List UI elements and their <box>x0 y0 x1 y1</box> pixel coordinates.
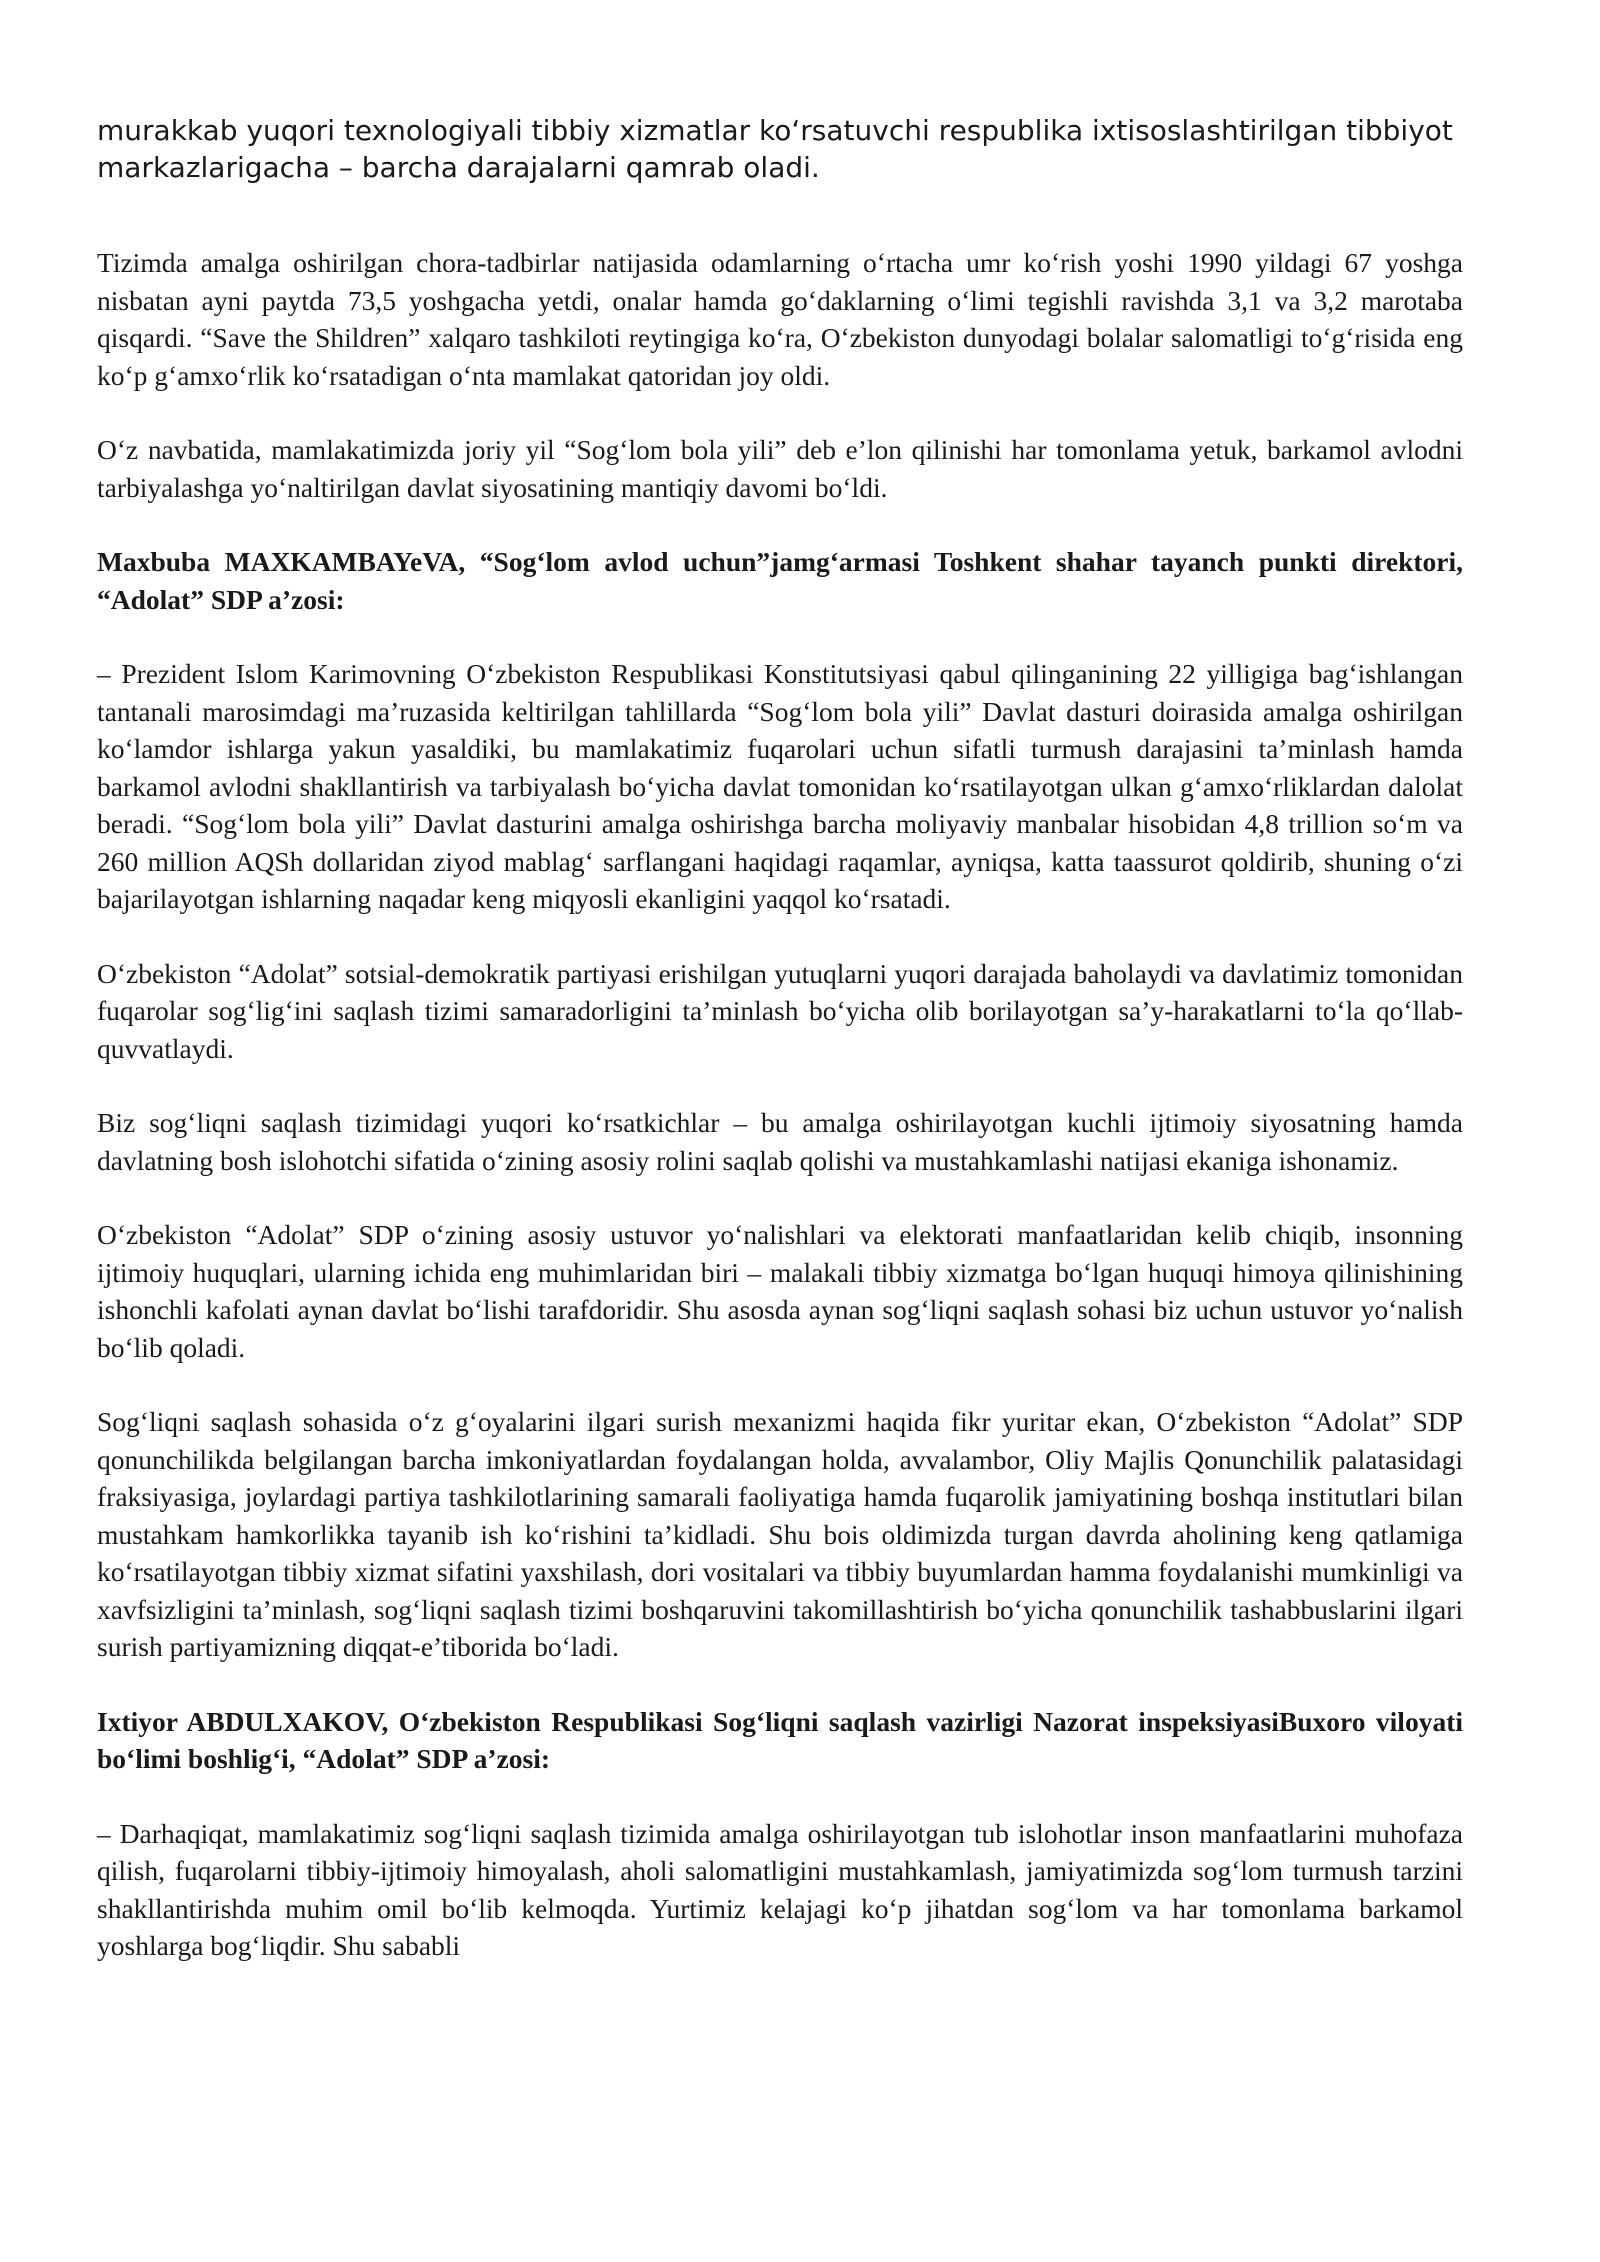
paragraph-life-expectancy: Tizimda amalga oshirilgan chora-tadbirlar natijasida odamlarning oʻrtacha umr koʻrish yoshi 1990 yildagi 67 yoshga nisbatan ayni paytda 73,5 yoshgacha yetdi, onalar hamda goʻdaklarning oʻlimi tegishli ravishda 3,1 va 3,2 marotaba qisqardi. “Save the Shildren” xalqaro tashkiloti reytingiga koʻra, Oʻzbekiston dunyodagi bolalar salomatligi toʻgʻrisida eng koʻp gʻamxoʻrlik koʻrsatadigan oʻnta mamlakat qatoridan joy oldi. <box>97 247 1463 391</box>
paragraph-president-speech: – Prezident Islom Karimovning Oʻzbekiston Respublikasi Konstitutsiyasi qabul qilinganining 22 yilligiga bagʻishlangan tantanali marosimdagi ma’ruzasida keltirilgan tahlillarda “Sogʻlom bola yili” Davlat dasturi doirasida amalga oshirilgan koʻlamdor ishlarga yakun yasaldiki, bu mamlakatimiz fuqarolari uchun sifatli turmush darajasini ta’minlash hamda barkamol avlodni shakllantirish va tarbiyalash boʻyicha davlat tomonidan koʻrsatilayotgan ulkan gʻamxoʻrliklardan dalolat beradi. “Sogʻlom bola yili” Davlat dasturini amalga oshirishga barcha moliyaviy manbalar hisobidan 4,8 trillion soʻm va 260 million AQSh dollaridan ziyod mablagʻ sarflangani haqidagi raqamlar, ayniqsa, katta taassurot qoldirib, shuning oʻzi bajarilayotgan ishlarning naqadar keng miqyosli ekanligini yaqqol koʻrsatadi. <box>97 658 1463 915</box>
paragraph-healthy-child-year: Oʻz navbatida, mamlakatimizda joriy yil “Sogʻlom bola yili” deb e’lon qilinishi har tomonlama yetuk, barkamol avlodni tarbiyalashga yoʻnaltirilgan davlat siyosatining mantiqiy davomi boʻldi. <box>97 434 1463 503</box>
paragraph-adolat-support: Oʻzbekiston “Adolat” sotsial-demokratik partiyasi erishilgan yutuqlarni yuqori darajada baholaydi va davlatimiz tomonidan fuqarolar sogʻligʻini saqlash tizimi samaradorligini ta’minlash boʻyicha olib borilayotgan sa’y-harakatlarni toʻla qoʻllab-quvvatlaydi. <box>97 957 1463 1064</box>
paragraph-health-indicators: Biz sogʻliqni saqlash tizimidagi yuqori koʻrsatkichlar – bu amalga oshirilayotgan kuchli ijtimoiy siyosatning hamda davlatning bosh islohotchi sifatida oʻzining asosiy rolini saqlab qolishi va mustahkamlashi natijasi ekaniga ishonamiz. <box>97 1107 1463 1176</box>
speaker-heading-maxkambayeva: Maxbuba MAXKAMBAYeVA, “Sogʻlom avlod uchun”jamgʻarmasi Toshkent shahar tayanch punkti direktori, “Adolat” SDP a’zosi: <box>97 546 1463 615</box>
speaker-heading-abdulxakov: Ixtiyor ABDULXAKOV, Oʻzbekiston Respublikasi Sogʻliqni saqlash vazirligi Nazorat inspeksiyasiBuxoro viloyati boʻlimi boshligʻi, “Adolat” SDP a’zosi: <box>97 1705 1463 1775</box>
lead-paragraph: murakkab yuqori texnologiyali tibbiy xizmatlar koʻrsatuvchi respublika ixtisoslashtirilgan tibbiyot markazlarigacha – barcha darajalarni qamrab oladi. <box>97 114 1453 185</box>
document-page <box>97 112 1463 2002</box>
paragraph-legislative-mechanism: Sogʻliqni saqlash sohasida oʻz gʻoyalarini ilgari surish mexanizmi haqida fikr yuritar ekan, Oʻzbekiston “Adolat” SDP qonunchilikda belgilangan barcha imkoniyatlardan foydalangan holda, avvalambor, Oliy Majlis Qonunchilik palatasidagi fraksiyasiga, joylardagi partiya tashkilotlarining samarali faoliyatiga hamda fuqarolik jamiyatining boshqa institutlari bilan mustahkam hamkorlikka tayanib ish koʻrishini ta’kidladi. Shu bois oldimizda turgan davrda aholining keng qatlamiga koʻrsatilayotgan tibbiy xizmat sifatini yaxshilash, dori vositalari va tibbiy buyumlardan hamma foydalanishi mumkinligi va xavfsizligini ta’minlash, sogʻliqni saqlash tizimi boshqaruvini takomillashtirish boʻyicha qonunchilik tashabbuslarini ilgari surish partiyamizning diqqat-e’tiborida boʻladi. <box>97 1406 1463 1663</box>
paragraph-reforms: – Darhaqiqat, mamlakatimiz sogʻliqni saqlash tizimida amalga oshirilayotgan tub islohotlar inson manfaatlarini muhofaza qilish, fuqarolarni tibbiy-ijtimoiy himoyalash, aholi salomatligini mustahkamlash, jamiyatimizda sogʻlom turmush tarzini shakllantirishda muhim omil boʻlib kelmoqda. Yurtimiz kelajagi koʻp jihatdan sogʻlom va har tomonlama barkamol yoshlarga bogʻliqdir. Shu sababli <box>97 1817 1463 1962</box>
paragraph-party-priorities: Oʻzbekiston “Adolat” SDP oʻzining asosiy ustuvor yoʻnalishlari va elektorati manfaatlaridan kelib chiqib, insonning ijtimoiy huquqlari, ularning ichida eng muhimlaridan biri – malakali tibbiy xizmatga boʻlgan huquqi himoya qilinishining ishonchli kafolati aynan davlat boʻlishi tarafdoridir. Shu asosda aynan sogʻliqni saqlash sohasi biz uchun ustuvor yoʻnalish boʻlib qoladi. <box>97 1219 1463 1363</box>
